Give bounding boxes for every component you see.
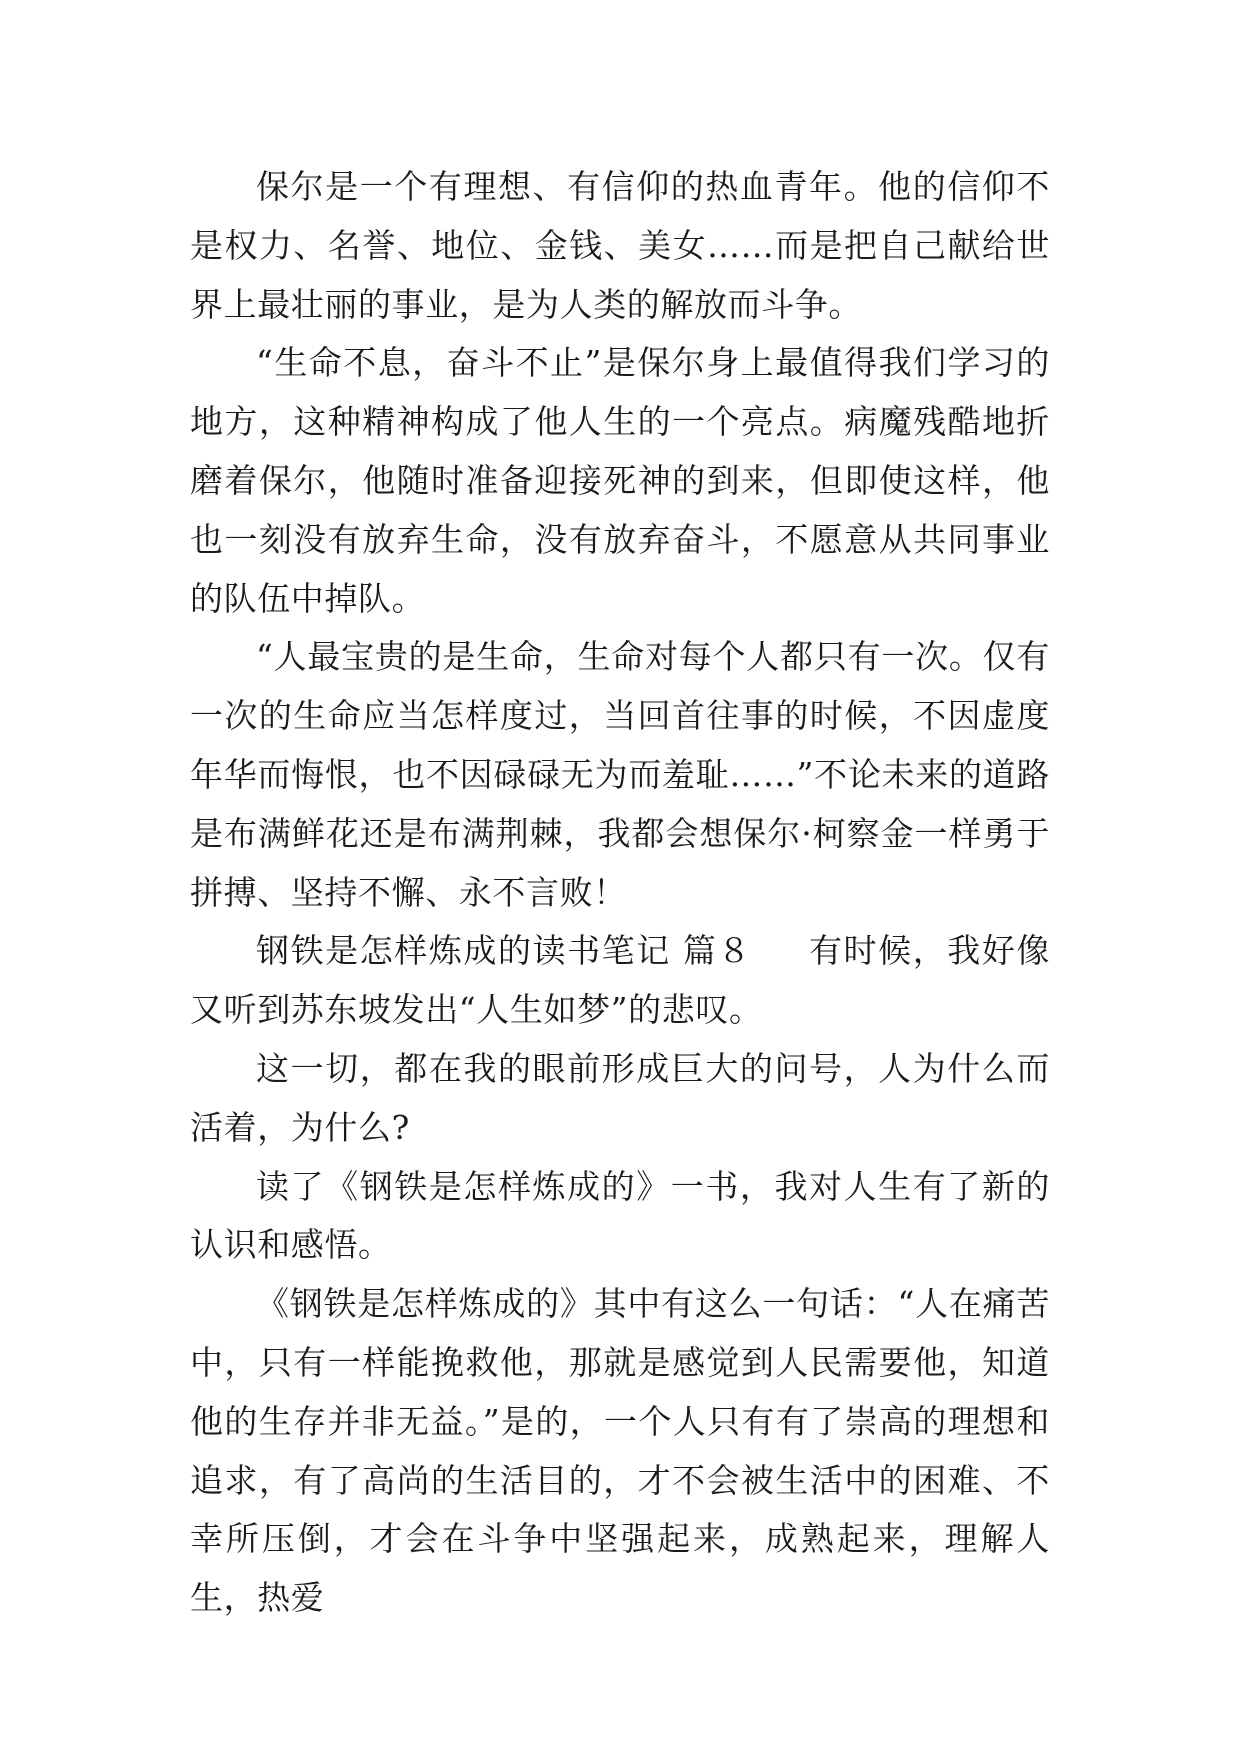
- section-heading: 钢铁是怎样炼成的读书笔记 篇８: [256, 931, 753, 971]
- paragraph: 读了《钢铁是怎样炼成的》一书，我对人生有了新的认识和感悟。: [190, 1166, 1050, 1265]
- document-body: [190, 158, 1050, 1628]
- paragraph: “生命不息，奋斗不止”是保尔身上最值得我们学习的地方，这种精神构成了他人生的一个亮点。病魔残酷地折磨着保尔，他随时准备迎接死神的到来，但即使这样，他也一刻没有放弃生命，没有放弃奋斗，不愿意从共同事业的队伍中掉队。: [190, 343, 1050, 618]
- paragraph: “人最宝贵的是生命，生命对每个人都只有一次。仅有一次的生命应当怎样度过，当回首往事的时候，不因虚度年华而悔恨，也不因碌碌无为而羞耻……”不论未来的道路是布满鲜花还是布满荆棘，我都会想保尔·柯察金一样勇于拼搏、坚持不懈、永不言败！: [190, 637, 1050, 912]
- paragraph: 这一切，都在我的眼前形成巨大的问号，人为什么而活着，为什么?: [190, 1048, 1050, 1147]
- section-heading-tail: 有时候，我好像又听到苏东坡发出“人生如梦”的悲叹。: [190, 931, 1050, 1030]
- paragraph: 保尔是一个有理想、有信仰的热血青年。他的信仰不是权力、名誉、地位、金钱、美女……而是把自己献给世界上最壮丽的事业，是为人类的解放而斗争。: [190, 167, 1050, 324]
- section-heading-paragraph: [190, 922, 1050, 1040]
- paragraph: 《钢铁是怎样炼成的》其中有这么一句话：“人在痛苦中，只有一样能挽救他，那就是感觉到人民需要他，知道他的生存并非无益。”是的，一个人只有有了崇高的理想和追求，有了高尚的生活目的，才不会被生活中的困难、不幸所压倒，才会在斗争中坚强起来，成熟起来，理解人生，热爱: [190, 1284, 1050, 1618]
